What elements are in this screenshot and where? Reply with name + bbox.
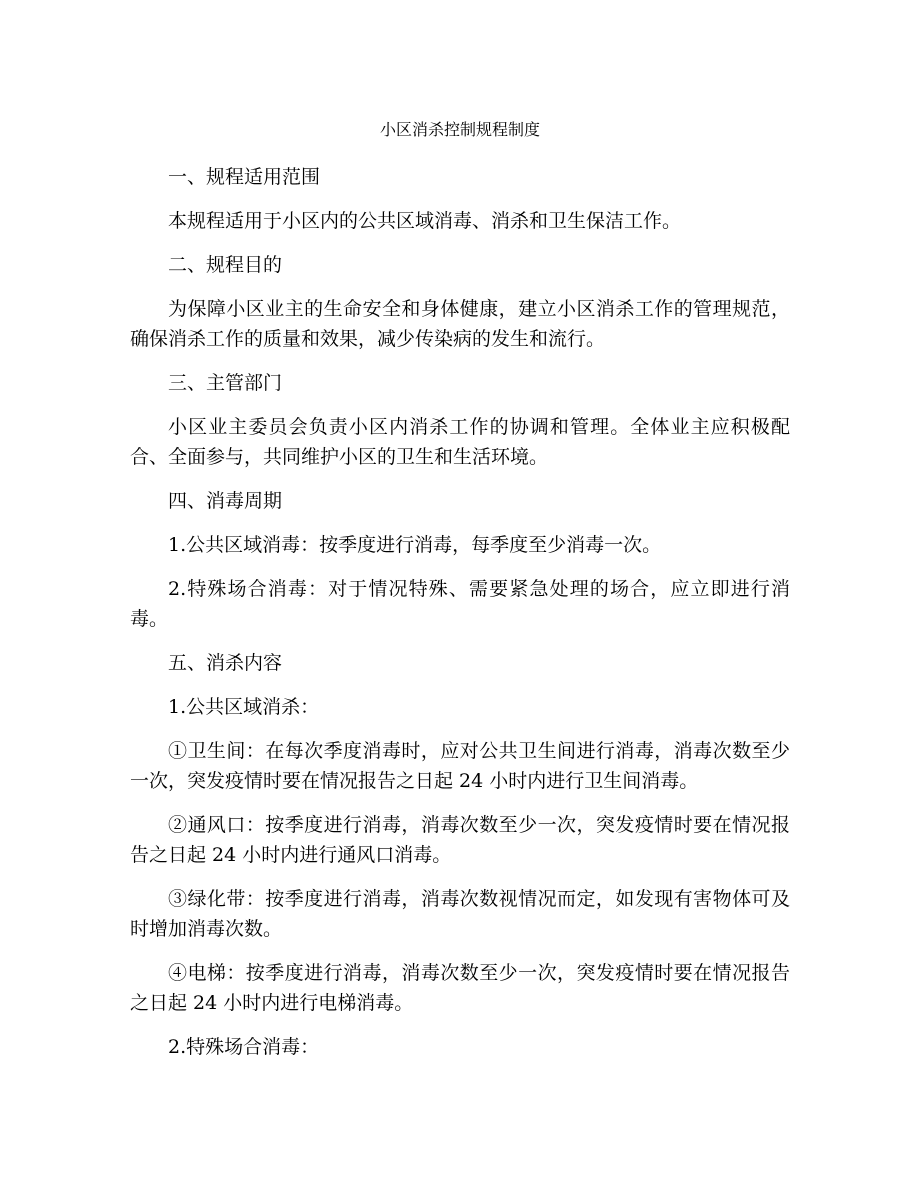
scope-text: 本规程适用于小区内的公共区域消毒、消杀和卫生保洁工作。 [168,210,682,232]
section-heading-department: 三、主管部门 [168,372,283,394]
section-heading-scope: 一、规程适用范围 [168,166,321,188]
content-subitem-vent: ②通风口：按季度进行消毒，消毒次数至少一次，突发疫情时要在情况报告之日起 24 小时内进行通风口消毒。 [130,814,790,866]
document-title: 小区消杀控制规程制度 [379,120,540,139]
document-body [130,118,790,1076]
section-heading-cycle: 四、消毒周期 [168,490,283,512]
purpose-text: 为保障小区业主的生命安全和身体健康，建立小区消杀工作的管理规范，确保消杀工作的质量和效果，减少传染病的发生和流行。 [130,298,790,350]
content-item-public: 1.公共区域消杀： [168,696,320,718]
content-subitem-toilet: ①卫生间：在每次季度消毒时，应对公共卫生间进行消毒，消毒次数至少一次，突发疫情时要在情况报告之日起 24 小时内进行卫生间消毒。 [130,740,790,792]
cycle-item-special: 2.特殊场合消毒：对于情况特殊、需要紧急处理的场合，应立即进行消毒。 [130,578,790,630]
department-text: 小区业主委员会负责小区内消杀工作的协调和管理。全体业主应积极配合、全面参与，共同维护小区的卫生和生活环境。 [130,416,790,468]
content-subitem-elevator: ④电梯：按季度进行消毒，消毒次数至少一次，突发疫情时要在情况报告之日起 24 小时内进行电梯消毒。 [130,962,790,1014]
section-heading-purpose: 二、规程目的 [168,254,283,276]
content-item-special: 2.特殊场合消毒： [168,1036,320,1058]
content-subitem-greenbelt: ③绿化带：按季度进行消毒，消毒次数视情况而定，如发现有害物体可及时增加消毒次数。 [130,888,790,940]
section-heading-content: 五、消杀内容 [168,652,283,674]
cycle-item-public: 1.公共区域消毒：按季度进行消毒，每季度至少消毒一次。 [168,534,662,556]
